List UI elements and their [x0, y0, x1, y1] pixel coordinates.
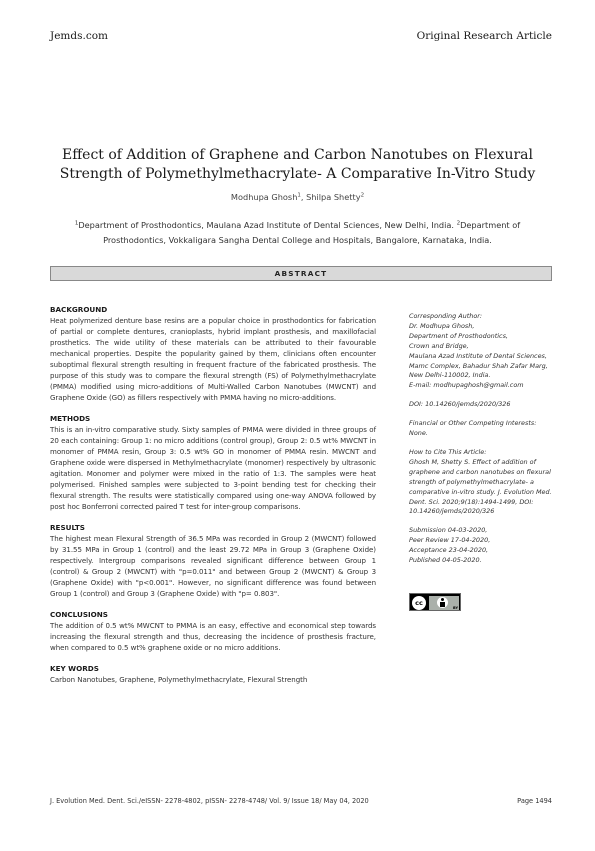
section-text: This is an in-vitro comparative study. Sixty samples of PMMA were divided in three groups of 20 each containing: Group 1: no micro additions (control group), Group 2: 0.5 wt% MWCNT in monomer of PMMA resin, Group 3: 0.5 wt% GO in monomer of PMMA resin. MWCNT and Graphene oxide were dispersed in Methylmethacrylate (monomer) respectively by ultrasonic agitation. Monomer and polymer were mixed in the ratio of 1:3. The samples were heat polymerised. Finished samples were subjected to 3-point bending test for checking their flexural strength. The results were statistically compared using one-way ANOVA followed by post hoc Bonferroni corrected paired T test for inter-group comparisons. — [50, 425, 376, 511]
section-text: The highest mean Flexural Strength of 36.5 MPa was recorded in Group 2 (MWCNT) followed by 31.55 MPa in Group 1 (control) and the least 29.72 MPa in Group 3 (Graphene Oxide) respectively. Intergroup comparisons revealed significant difference between Group 1 (control) & Group 2 (MWCNT) with "p=0.011" and between Group 2 (MWCNT) & Group 3 (Graphene Oxide) with "p<0.001". However, no significant difference was found between Group 1 (control) and Group 3 (Graphene Oxide) with "p= 0.803". — [50, 534, 376, 598]
corr-line: Maulana Azad Institute of Dental Sciences, — [409, 351, 547, 360]
citation-heading: How to Cite This Article: — [409, 447, 487, 456]
methods-section — [50, 413, 376, 512]
abstract-body — [50, 304, 376, 695]
corr-line: Corresponding Author: — [409, 312, 483, 320]
competing-interests: Financial or Other Competing Interests: None. — [409, 419, 537, 438]
corresponding-author — [409, 312, 555, 391]
author-list: Modhupa Ghosh$^1$, Shilpa Shetty$^2$ — [230, 192, 365, 202]
cc-by-panel — [429, 596, 459, 610]
affiliation-text: Department of Prosthodontics, Vokkaligara Sangha Dental College and Hospitals, Bangalore, Karnataka, India. — [103, 220, 521, 245]
corr-email[interactable]: E-mail: modhupaghosh@gmail.com — [409, 381, 524, 390]
keywords-text: Carbon Nanotubes, Graphene, Polymethylmethacrylate, Flexural Strength — [50, 675, 308, 684]
section-heading: RESULTS — [50, 523, 85, 532]
footer-citation: J. Evolution Med. Dent. Sci./eISSN- 2278-4802, pISSN- 2278-4748/ Vol. 9/ Issue 18/ May 04, 2020 — [50, 797, 369, 805]
publication-dates — [409, 526, 555, 566]
author-name: Modhupa Ghosh — [230, 192, 298, 202]
section-heading: METHODS — [50, 414, 91, 423]
article-type-label: Original Research Article — [416, 30, 552, 42]
corr-line: Dr. Modhupa Ghosh, — [409, 321, 475, 330]
author-affil-marker: 1 — [297, 192, 301, 199]
page-number: Page 1494 — [517, 797, 552, 805]
date-line: Published 04-05-2020. — [409, 556, 482, 565]
section-heading: KEY WORDS — [50, 664, 99, 673]
creative-commons-license-badge[interactable] — [409, 593, 461, 611]
attribution-person-icon — [437, 597, 448, 608]
section-text: The addition of 0.5 wt% MWCNT to PMMA is an easy, effective and economical step towards increasing the flexural strength and thus, decreasing the incidence of prosthesis fracture, when compared to 0.5 wt% graphene oxide or no micro additions. — [50, 621, 376, 652]
doi-line[interactable]: DOI: 10.14260/jemds/2020/326 — [409, 400, 511, 409]
conclusions-section — [50, 609, 376, 653]
citation-block — [409, 448, 555, 517]
author-name: Shilpa Shetty — [306, 192, 361, 202]
corr-line: Mamc Complex, Bahadur Shah Zafar Marg, — [409, 361, 548, 370]
corr-line: Crown and Bridge, — [409, 341, 469, 350]
affil-marker: 2 — [456, 220, 461, 227]
journal-site-name: Jemds.com — [50, 30, 108, 42]
cc-by-label: BY — [452, 606, 458, 610]
cc-icon: cc — [412, 596, 426, 610]
date-line: Acceptance 23-04-2020, — [409, 546, 489, 555]
keywords-section — [50, 663, 376, 685]
corr-line: Department of Prosthodontics, — [409, 331, 508, 340]
section-text: Heat polymerized denture base resins are a popular choice in prosthodontics for fabrication of partial or complete dentures, cranioplasts, hybrid implant prosthesis, and maxillofacial prosthetics. The wide utility of these materials can be attributed to their favourable mechanical properties. Despite the popularity gained by them, clinicians often encounter suboptimal flexural strength resulting in frequent fracture of the fabricated prosthesis. The purpose of this study was to compare the flexural strength (FS) of Polymethylmethacrylate (PMMA) modified using micro-additions of Multi-Walled Carbon Nanotubes (MWCNT) and Graphene Oxide (GO) as fillers respectively with PMMA having no micro-additions. — [50, 316, 376, 402]
affiliation-text: Department of Prosthodontics, Maulana Azad Institute of Dental Sciences, New Delhi, India. — [78, 220, 454, 230]
section-heading: BACKGROUND — [50, 305, 108, 314]
author-affil-marker: 2 — [360, 192, 365, 199]
corr-line: New Delhi-110002, India. — [409, 371, 491, 380]
date-line: Peer Review 17-04-2020, — [409, 536, 491, 545]
affiliations — [60, 218, 535, 247]
paper-title: Effect of Addition of Graphene and Carbon Nanotubes on Flexural Strength of Polymethylmethacrylate- A Comparative In-Vitro Study — [59, 147, 536, 182]
results-section — [50, 522, 376, 599]
date-line: Submission 04-03-2020, — [409, 526, 488, 535]
section-heading: CONCLUSIONS — [50, 610, 108, 619]
affil-marker: 1 — [74, 220, 79, 227]
citation-text: Ghosh M, Shetty S. Effect of addition of graphene and carbon nanotubes on flexural strength of polymethylmethacrylate- a comparative in-vitro study. J. Evolution Med. Dent. Sci. 2020;9(18):1494-1499, DOI: 10.14260/jemds/2020/326 — [409, 457, 552, 516]
background-section — [50, 304, 376, 403]
article-info-sidebar — [409, 312, 555, 575]
abstract-heading-bar: ABSTRACT — [50, 266, 552, 281]
